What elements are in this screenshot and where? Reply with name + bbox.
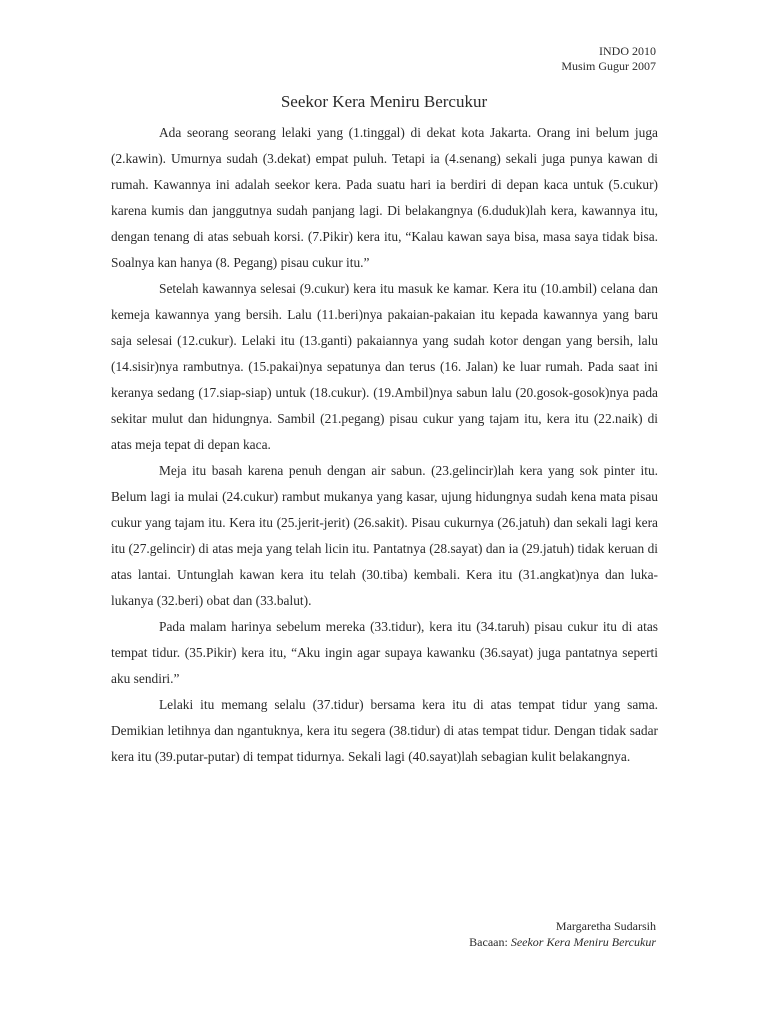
story-body: [111, 120, 658, 770]
paragraph-5: Lelaki itu memang selalu (37.tidur) bersama kera itu di atas tempat tidur yang sama. Demikian letihnya dan ngantuknya, kera itu segera (38.tidur) di atas tempat tidur. Dengan tidak sadar kera itu (39.putar-putar) di tempat tidurnya. Sekali lagi (40.sayat)lah sebagian kulit belakangnya.: [111, 697, 658, 764]
paragraph-1: Ada seorang seorang lelaki yang (1.tinggal) di dekat kota Jakarta. Orang ini belum juga (2.kawin). Umurnya sudah (3.dekat) empat puluh. Tetapi ia (4.senang) sekali juga punya kawan di rumah. Kawannya ini adalah seekor kera. Pada suatu hari ia berdiri di depan kaca untuk (5.cukur) karena kumis dan janggutnya sudah panjang lagi. Di belakangnya (6.duduk)lah kera, kawannya itu, dengan tenang di atas sebuah korsi. (7.Pikir) kera itu, “Kalau kawan saya bisa, masa saya tidak bisa. Soalnya kan hanya (8. Pegang) pisau cukur itu.”: [111, 125, 658, 270]
course-code: INDO 2010: [599, 44, 656, 58]
source-line: [469, 934, 656, 950]
source-title: Seekor Kera Meniru Bercukur: [510, 935, 656, 949]
paragraph-4: Pada malam harinya sebelum mereka (33.tidur), kera itu (34.taruh) pisau cukur itu di atas tempat tidur. (35.Pikir) kera itu, “Aku ingin agar supaya kawanku (36.sayat) juga pantatnya seperti aku sendiri.”: [111, 619, 658, 686]
source-label: Bacaan:: [469, 935, 511, 949]
attribution: [469, 918, 656, 950]
course-header: [561, 44, 656, 74]
paragraph-2: Setelah kawannya selesai (9.cukur) kera itu masuk ke kamar. Kera itu (10.ambil) celana dan kemeja kawannya yang bersih. Lalu (11.beri)nya pakaian-pakaian itu kepada kawannya yang baru saja selesai (12.cukur). Lelaki itu (13.ganti) pakaiannya yang sudah kotor dengan yang bersih, lalu (14.sisir)nya rambutnya. (15.pakai)nya sepatunya dan terus (16. Jalan) ke luar rumah. Pada saat ini keranya sedang (17.siap-siap) untuk (18.cukur). (19.Ambil)nya sabun lalu (20.gosok-gosok)nya pada sekitar mulut dan hidungnya. Sambil (21.pegang) pisau cukur yang tajam itu, kera itu (22.naik) di atas meja tepat di depan kaca.: [111, 281, 658, 452]
author-name: Margaretha Sudarsih: [555, 919, 656, 933]
story-title: Seekor Kera Meniru Bercukur: [280, 92, 488, 111]
paragraph-3: Meja itu basah karena penuh dengan air sabun. (23.gelincir)lah kera yang sok pinter itu. Belum lagi ia mulai (24.cukur) rambut mukanya yang kasar, ujung hidungnya sudah kena mata pisau cukur yang tajam itu. Kera itu (25.jerit-jerit) (26.sakit). Pisau cukurnya (26.jatuh) dan sekali lagi kera itu (27.gelincir) di atas meja yang telah licin itu. Pantatnya (28.sayat) dan ia (29.jatuh) tidak keruan di atas lantai. Untunglah kawan kera itu telah (30.tiba) kembali. Kera itu (31.angkat)nya dan luka-lukanya (32.beri) obat dan (33.balut).: [111, 463, 658, 608]
course-term: Musim Gugur 2007: [561, 59, 656, 73]
